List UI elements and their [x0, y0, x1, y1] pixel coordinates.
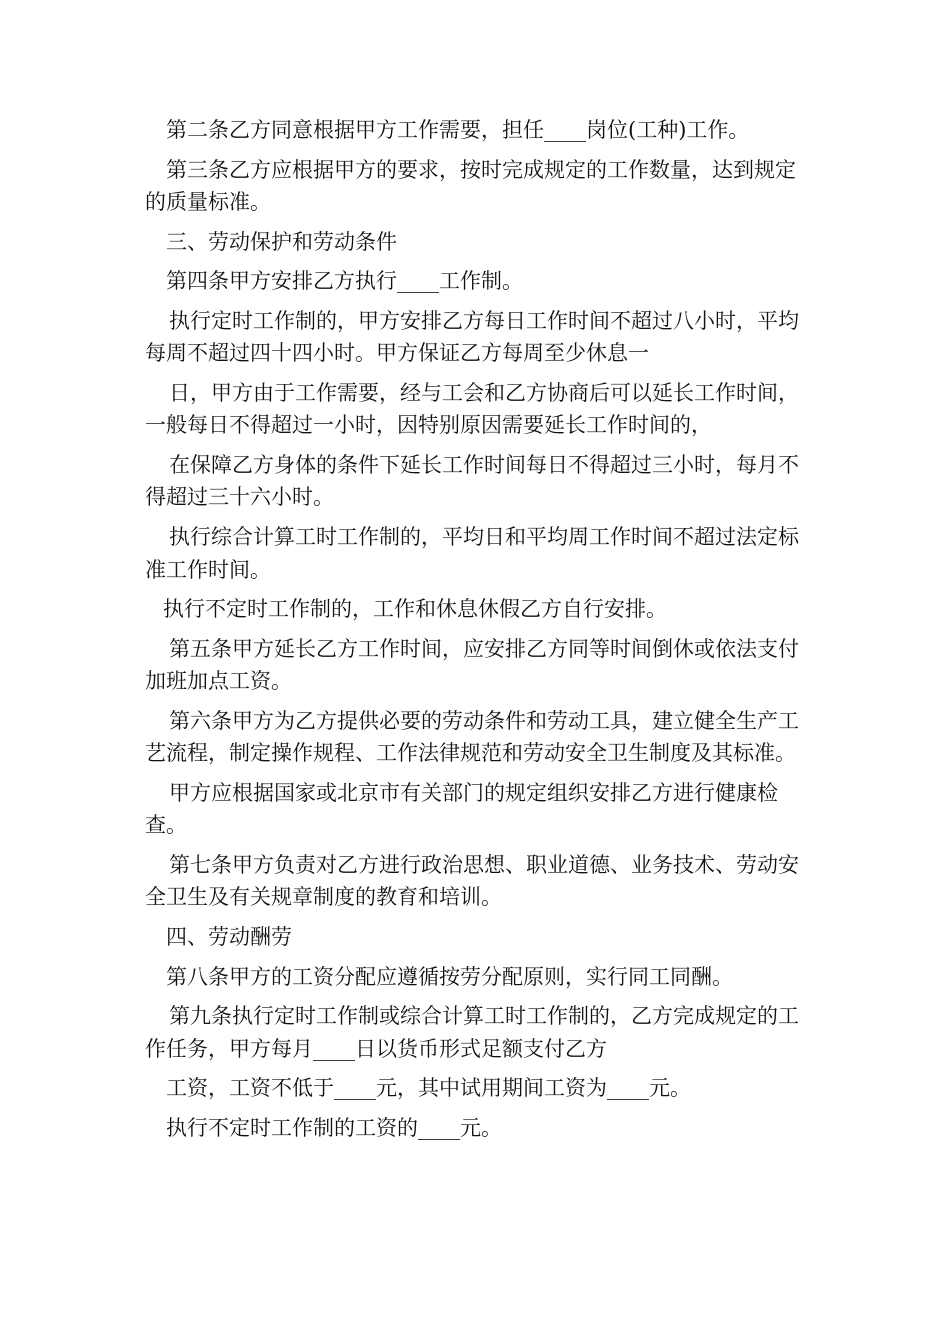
paragraph-article-5: 第五条甲方延长乙方工作时间，应安排乙方同等时间倒休或依法支付加班加点工资。 — [145, 636, 799, 694]
paragraph-overtime-negotiation: 日，甲方由于工作需要，经与工会和乙方协商后可以延长工作时间，一般每日不得超过一小时，因特别原因需要延长工作时间的， — [145, 380, 799, 438]
paragraph-overtime-limit: 在保障乙方身体的条件下延长工作时间每日不得超过三小时，每月不得超过三十六小时。 — [145, 452, 799, 510]
paragraph-article-4: 第四条甲方安排乙方执行____工作制。 — [166, 269, 523, 294]
section-heading-labor-protection: 三、劳动保护和劳动条件 — [166, 229, 397, 254]
document-body — [145, 114, 807, 1151]
paragraph-article-9: 第九条执行定时工作制或综合计算工时工作制的，乙方完成规定的工作任务，甲方每月____日以货币形式足额支付乙方 — [145, 1004, 799, 1061]
paragraph-flexible-wage: 执行不定时工作制的工资的____元。 — [166, 1115, 502, 1140]
paragraph-flexible-hours: 执行不定时工作制的，工作和休息休假乙方自行安排。 — [163, 597, 667, 622]
paragraph-comprehensive-hours: 执行综合计算工时工作制的，平均日和平均周工作时间不超过法定标准工作时间。 — [145, 525, 799, 582]
paragraph-wage-amount: 工资，工资不低于____元，其中试用期间工资为____元。 — [166, 1076, 691, 1101]
paragraph-article-6: 第六条甲方为乙方提供必要的劳动条件和劳动工具，建立健全生产工艺流程，制定操作规程、工作法律规范和劳动安全卫生制度及其标准。 — [145, 708, 799, 766]
paragraph-health-check: 甲方应根据国家或北京市有关部门的规定组织安排乙方进行健康检查。 — [145, 780, 778, 838]
paragraph-article-8: 第八条甲方的工资分配应遵循按劳分配原则，实行同工同酬。 — [166, 964, 733, 989]
paragraph-article-7: 第七条甲方负责对乙方进行政治思想、职业道德、业务技术、劳动安全卫生及有关规章制度的教育和培训。 — [145, 852, 799, 910]
paragraph-article-2: 第二条乙方同意根据甲方工作需要，担任____岗位(工种)工作。 — [166, 118, 750, 142]
section-heading-remuneration: 四、劳动酬劳 — [166, 925, 292, 950]
paragraph-article-3: 第三条乙方应根据甲方的要求，按时完成规定的工作数量，达到规定的质量标准。 — [145, 157, 796, 215]
paragraph-fixed-hours: 执行定时工作制的，甲方安排乙方每日工作时间不超过八小时，平均每周不超过四十四小时。甲方保证乙方每周至少休息一 — [145, 308, 799, 366]
